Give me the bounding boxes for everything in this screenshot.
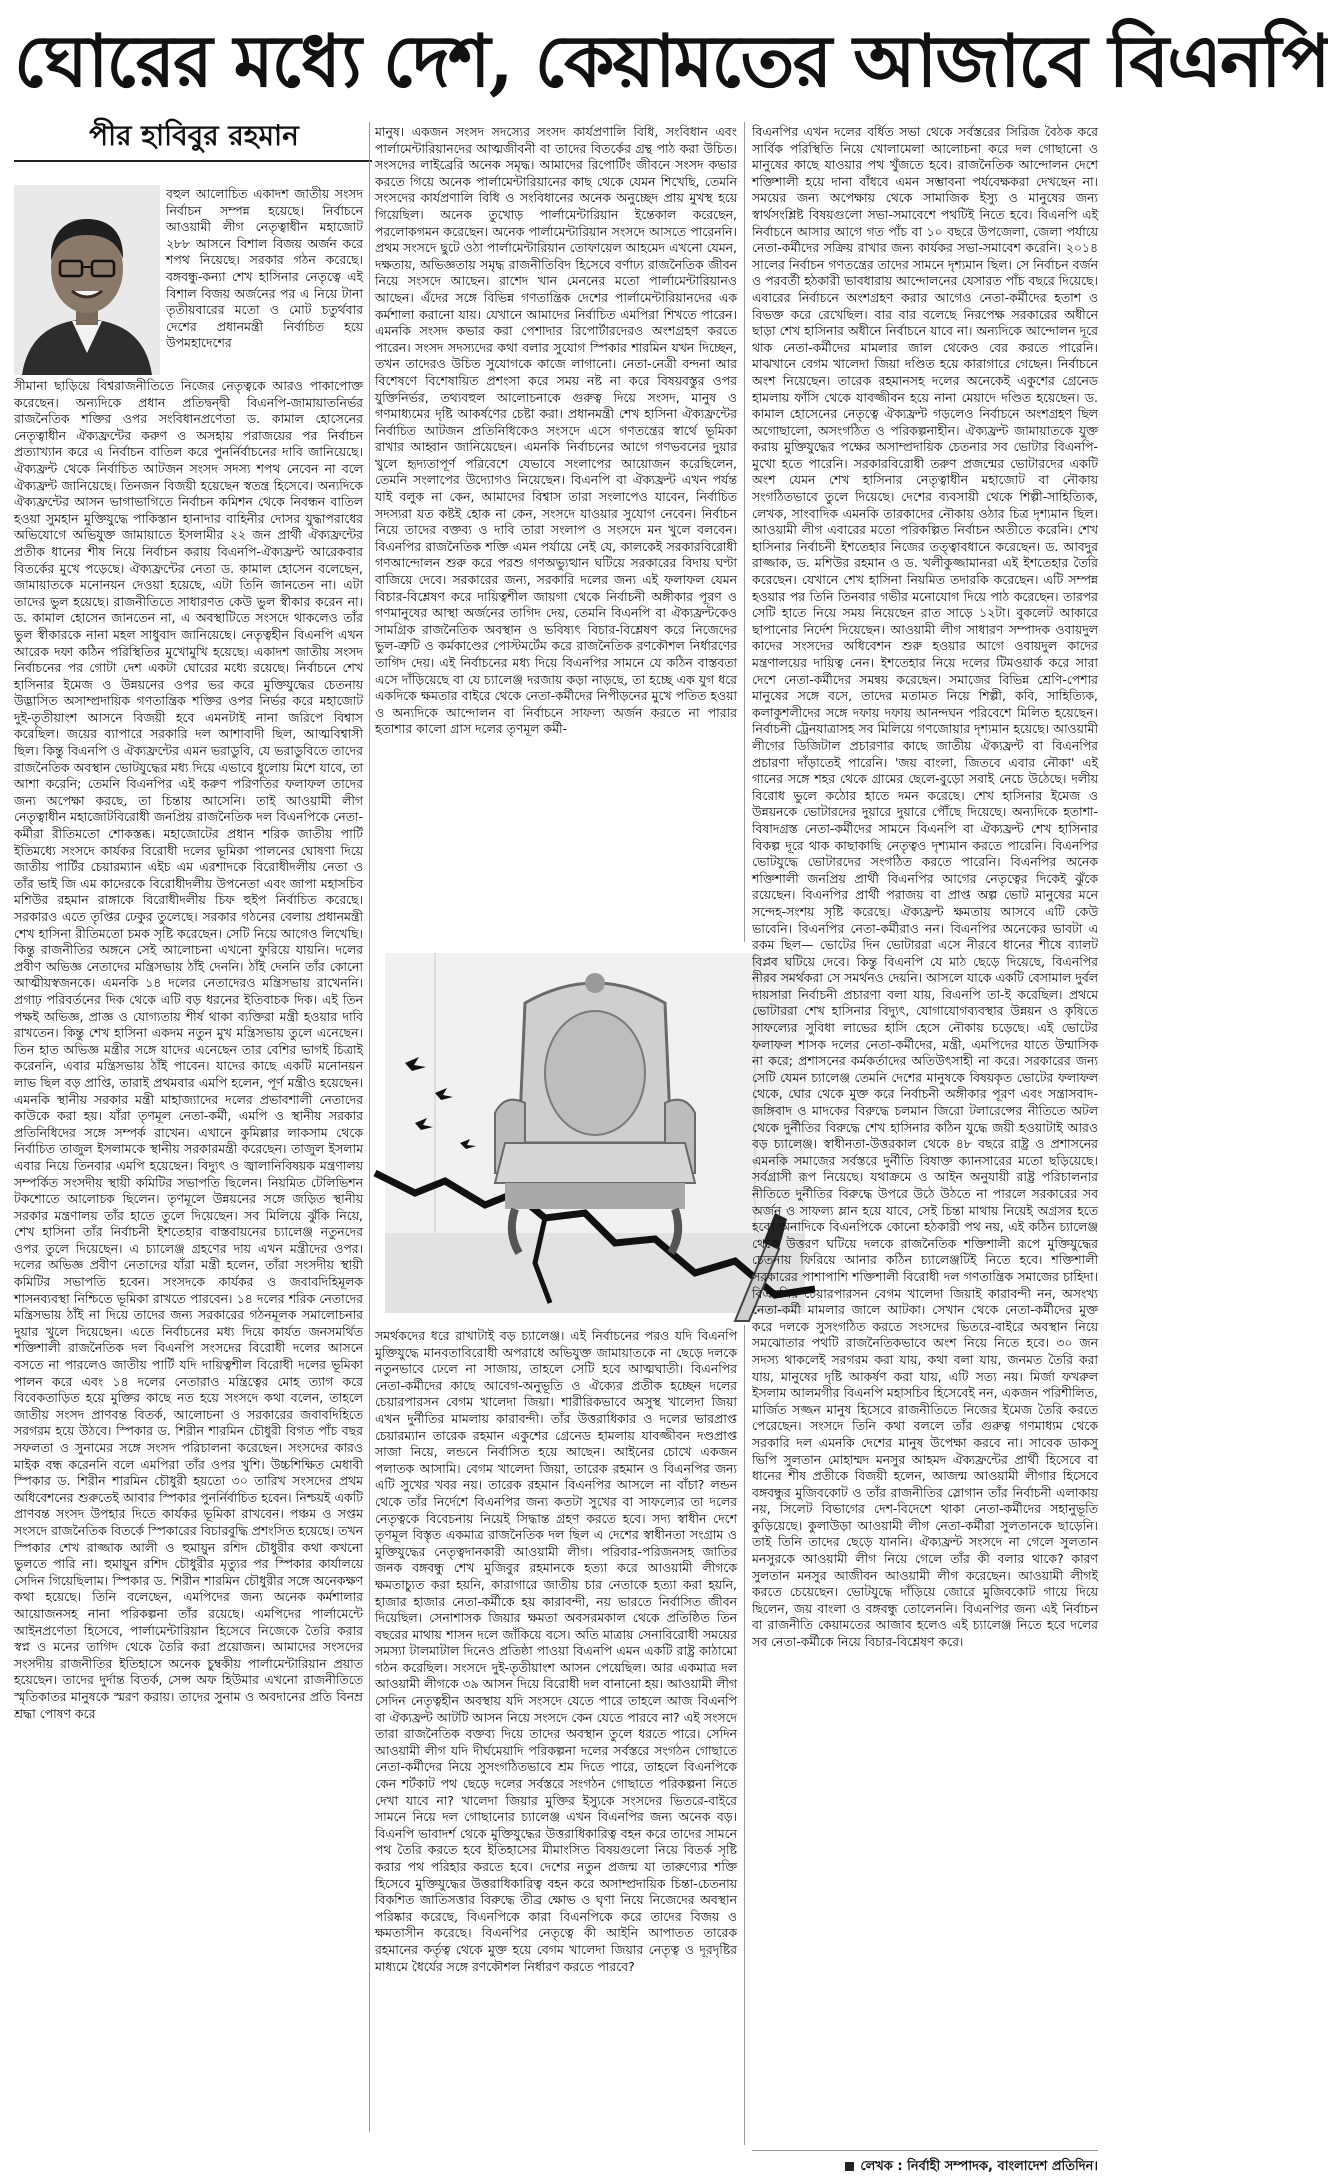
column-3-main-text: বিএনপির এখন দলের বর্ধিত সভা থেকে সর্বস্তরের সিরিজ বৈঠক করে সার্বিক পরিস্থিতি নিয়ে খোলামেলা আলোচনা করে দল গোছানো ও মানুষের কাছে যাওয়ার পথ খুঁজতে হবে। রাজনৈতিক আন্দোলন দেশে শক্তিশালী হয়ে দানা বাঁধবে এমন সম্ভাবনা পর্যবেক্ষকরা দেখছেন না। সময়ের জন্য অপেক্ষায় থেকে সামাজিক ইস্যু ও মানুষের জন্য স্বার্থসংশ্লিষ্ট বিষয়গুলো সভা-সমাবেশে পথটিই নিতে হবে। বিএনপি এই নির্বাচনে আসার আগে গত পাঁচ বা ১০ বছরে উপজেলা, জেলা পর্যায়ে নেতা-কর্মীদের সক্রিয় রাখার জন্য কার্যকর সভা-সমাবেশ করেনি। ২০১৪ সালের নির্বাচন গণতন্ত্রের তাদের সামনে দৃশ্যমান ছিল। সে নির্বাচন বর্জন ও পরবর্তী হঠকারী ভাবধারায় আন্দোলনের যেসারত পাঁচ বছরে দিয়েছে। এবারের নির্বাচনে অংশগ্রহণ করার আগেও নেতা-কর্মীদের হতাশ ও বিভক্ত করে রেখেছিল। বার বার বলেছে নিরপেক্ষ সরকারের অধীনে ছাড়া শেখ হাসিনার অধীনে নির্বাচনে যাবে না। অন্যদিকে আন্দোলন দূরে থাক নেতা-কর্মীদের মামলার জাল থেকেও বের করতে পারেনি। মাঝখানে বেগম খালেদা জিয়া দণ্ডিত হয়ে কারাগারে গেছেন। নির্বাচনে অংশ নিয়েছেন। তারেক রহমানসহ দলের অনেকেই একুশের গ্রেনেড হামলায় ফাঁসি থেকে যাবজ্জীবন হয়ে নানা মেয়াদে দণ্ডিত হয়েছেন। ড. কামাল হোসেনের নেতৃত্বে ঐক্যফ্রন্ট গড়লেও নির্বাচনে অংশগ্রহণ ছিল অগোছালো, অসংগঠিত ও পরিকল্পনাহীন। ঐক্যফ্রন্ট জামায়াতকে যুক্ত করায় মুক্তিযুদ্ধের পক্ষের অসাম্প্রদায়িক চেতনার সব ভোটার বিএনপি-মুখো হতে পারেনি। সরকারবিরোধী তরুণ প্রজন্মের ভোটারদের একটি অংশ যেমন শেখ হাসিনার নেতৃত্বাধীন মহাজোট বা নৌকায় সংগঠিতভাবে তুলে দিয়েছে। দেশের ব্যবসায়ী থেকে শিল্পী-সাহিত্যিক, লেখক, সাংবাদিক এমনকি তারকাদের নৌকায় ওঠার চিত্র দৃশ্যমান ছিল। আওয়ামী লীগ এবারের মতো পরিকল্পিত নির্বাচন অতীতে করেনি। শেখ হাসিনার নির্বাচনী ইশতেহার নিজের তত্ত্বাবধানে করেছেন। ড. আবদুর রাজ্জাক, ড. মশিউর রহমান ও ড. খলীকুজ্জামানরা এই ইশতেহার তৈরি করেছেন। যেখানে শেখ হাসিনা নিয়মিত তদারকি করেছেন। এটি সম্পন্ন হওয়ার পর তিনি তিনবার গভীর মনোযোগ দিয়ে পাঠ করেছেন। তারপর সেটি হাতে নিয়ে সময় নিয়েছেন রাত সাড়ে ১২টা। বুকলেট আকারে ছাপানোর নির্দেশ দিয়েছেন। আওয়ামী লীগ সাধারণ সম্পাদক ওবায়দুল কাদের সংসদের অধিবেশন শুরু হওয়ার আগে ওবায়দুল কাদের মন্ত্রণালয়ের দায়িত্ব নেন। ইশতেহার নিয়ে দলের টিমওয়ার্ক করে সারা দেশে নেতা-কর্মীদের সমন্বয় করেছেন। সমাজের বিভিন্ন শ্রেণি-পেশার মানুষের সঙ্গে বসে, তাদের মতামত নিয়ে শিল্পী, কবি, সাহিত্যিক, কলাকুশলীদের সঙ্গে দফায় দফায় আনন্দঘন পরিবেশে মিলিত হয়েছেন। নির্বাচনী ট্রেনযাত্রাসহ সব মিলিয়ে গণজোয়ার দৃশ্যমান হয়েছে। আওয়ামী লীগের ডিজিটাল প্রচারণার কাছে জাতীয় ঐক্যফ্রন্ট বা বিএনপির প্রচারণা দাঁড়াতেই পারেনি। 'জয় বাংলা, জিতবে এবার নৌকা' এই গানের সঙ্গে শহর থেকে গ্রামের ছেলে-বুড়ো সবাই নেচে উঠেছে। দলীয় বিরোধ ভুলে কঠোর হাতে দমন করেছে। শেখ হাসিনার ইমেজ ও উন্নয়নকে ভোটারদের দুয়ারে দুয়ারে পৌঁছে দিয়েছে। অন্যদিকে হতাশা-বিষাদগ্রস্ত নেতা-কর্মীদের সামনে বিএনপি বা ঐক্যফ্রন্ট শেখ হাসিনার বিকল্প দূরে থাক কাছাকাছি নেতৃত্বও দৃশ্যমান করতে পারেনি। বিএনপির ভোটযুদ্ধে ভোটারদের সংগঠিত করতে পারেনি। বিএনপির অনেক শক্তিশালী জনপ্রিয় প্রার্থী বিএনপির আগের নেতৃত্বের দিকেই ঝুঁকে রয়েছেন। বিএনপির প্রার্থী পরাজয় বা প্রাপ্ত অল্প ভোট মানুষের মনে সন্দেহ-সংশয় সৃষ্টি করেছে। ঐক্যফ্রন্ট ক্ষমতায় আসবে এটি কেউ ভাবেনি। বিএনপির নেতা-কর্মীরাও নন। বিএনপির অনেকের ভাবটা এ রকম ছিল— ভোটের দিন ভোটাররা এসে নীরবে ধানের শীষে ব্যালট বিপ্লব ঘটিয়ে দেবে। কিন্তু বিএনপি যে মাঠ ছেড়ে দিয়েছে, বিএনপির নীরব সমর্থকরা সে সমর্থনও দেয়নি। আসলে যাকে একটি বেসামাল দুর্বল দায়সারা নির্বাচনী প্রচারণা বলা যায়, বিএনপি তা-ই করেছিল। প্রথমে ভোটাররা শেখ হাসিনার বিদ্যুৎ, যোগাযোগব্যবস্থার উন্নয়ন ও কৃষিতে সাফল্যের সুবিধা লাভের হাসি হেসে নৌকায় চড়েছে। এই ভোটের ফলাফল শাসক দলের নেতা-কর্মীদের, মন্ত্রী, এমপিদের যাতে উন্মাসিক না করে; প্রশাসনের কর্মকর্তাদের অতিউৎসাহী না করে। সরকারের জন্য সেটি যেমন চ্যালেঞ্জ তেমনি দেশের মানুষকে বিষয়কৃত ভোটের ফলাফল থেকে, ঘোর থেকে মুক্ত করে নির্বাচনী অঙ্গীকার পূরণ এবং সন্ত্রাসবাদ-জঙ্গিবাদ ও মাদকের বিরুদ্ধে চলমান জিরো টলারেন্সের নীতিতে অটল থেকে দুর্নীতির বিরুদ্ধে শেখ হাসিনার কঠিন যুদ্ধে জয়ী হওয়াটাই আরও বড় চ্যালেঞ্জ। স্বাধীনতা-উত্তরকাল থেকে ৪৮ বছরে রাষ্ট্র ও প্রশাসনের এমনকি সমাজের সর্বস্তরে দুর্নীতি বিষাক্ত ক্যানসারের মতো ছড়িয়েছে। সর্বগ্রাসী রূপ নিয়েছে। যথাক্রমে ও আইন অনুযায়ী রাষ্ট্র পরিচালনার নীতিতে দুর্নীতির বিরুদ্ধে উপরে উঠে উঠতে না পারলে সরকারের সব অর্জন ও সাফল্য ম্লান হয়ে যাবে, সেই চিন্তা মাথায় নিয়েই অগ্রসর হতে হবে। অনাদিকে বিএনপিকে কোনো হঠকারী পথ নয়, এই কঠিন চ্যালেঞ্জ থেকে উত্তরণ ঘটিয়ে দলকে রাজনৈতিক শক্তিশালী রূপে মুক্তিযুদ্ধের চেতনায় ফিরিয়ে আনার কঠিন চ্যালেঞ্জটিই নিতে হবে। শক্তিশালী সরকারের পাশাপাশি শক্তিশালী বিরোধী দল গণতান্ত্রিক সমাজের চাহিদা। বিএনপির চেয়ারপারসন বেগম খালেদা জিয়াই কারাবন্দী নন, অসংখ্য নেতা-কর্মী মামলার জালে আটকা। সেখান থেকে নেতা-কর্মীদের মুক্ত করে দলকে সুসংগঠিত করতে সংসদের ভিতরে-বাইরে অবস্থান নিয়ে সমঝোতার পথটি রাজনৈতিকভাবে অংশ নিয়ে নিতে হবে। ৩০ জন সদস্য থাকলেই সরগরম করা যায়, কথা বলা যায়, জনমত তৈরি করা যায়, মানুষের দৃষ্টি আকর্ষণ করা যায়, এটি সত্য নয়। মির্জা ফখরুল ইসলাম আলমগীর বিএনপি মহাসচিব হিসেবেই নন, একজন পরিশীলিত, মার্জিত সজ্জন মানুষ হিসেবে রাজনীতিতে নিজের ইমেজ তৈরি করতে পেরেছেন। সংসদে তিনি কথা বললে তাঁর গুরুত্ব গণমাধ্যম থেকে সরকারি দল এমনকি দেশের মানুষ উপেক্ষা করবে না। সাবেক ডাকসু ভিপি সুলতান মোহাম্মদ মনসুর আহমদ ঐক্যফ্রন্টের প্রার্থী হিসেবে বা ধানের শীষ প্রতীকে বিজয়ী হলেন, আজন্ম আওয়ামী লীগার হিসেবে বঙ্গবন্ধুর মুজিবকোট ও তাঁর রাজনীতির স্লোগান তাঁর নির্বাচনী এলাকায় নয়, সিলেট বিভাগের দেশ-বিদেশে থাকা নেতা-কর্মীদের সহানুভূতি কুড়িয়েছে। কুলাউড়া আওয়ামী লীগ নেতা-কর্মীরা সুলতানকে ছাড়েনি। তাই তিনি তাদের ছেড়ে যাননি। ঐক্যফ্রন্ট সংসদে না গেলে সুলতান মনসুরকে আওয়ামী লীগ নিয়ে গেলে তাঁর কী বলার থাকে? কারণ সুলতান মনসুর আজীবন আওয়ামী লীগ করেছেন। আওয়ামী লীগই করতে চেয়েছেন। ভোটযুদ্ধে দাঁড়িয়ে জোরে মুজিবকোট গায়ে দিয়ে ছিলেন, জয় বাংলা ও বঙ্গবন্ধু তোলেননি। বিএনপির জন্য এই নির্বাচন বা রাজনীতি কেয়ামতের আজাব হলেও এই চ্যালেঞ্জ নিতে হবে দলের সব নেতা-কর্মীকে নিয়ে বিচার-বিশ্লেষণ করে। bbox=[752, 124, 1098, 1650]
column-2-top-text: মানুষ। একজন সংসদ সদস্যের সংসদ কার্যপ্রণালি বিধি, সংবিধান এবং পার্লামেন্টারিয়ানদের আত্মজীবনী বা তাদের বিতর্কের গ্রন্থ পাঠ করা উচিত। সংসদের লাইব্রেরি অনেক সমৃদ্ধ। আমাদের রিপোর্টিং জীবনে সংসদ কভার করতে গিয়ে অনেক পার্লামেন্টারিয়ানের কাছ থেকে যেমন শিখেছি, তেমনি সংসদের কার্যপ্রণালি বিধি ও সংবিধানের অনেক অনুচ্ছেদ প্রায় মুখস্থ হয়ে গিয়েছিল। অনেক তুখোড় পার্লামেন্টারিয়ান ইন্তেকাল করেছেন, পরলোকগমন করেছেন। অনেক পার্লামেন্টারিয়ান সংসদে আসতে পারেননি। প্রথম সংসদে ছুটে ওঠা পার্লামেন্টারিয়ান তোফায়েল আহমেদ এখনো যেমন, দক্ষতায়, অভিজ্ঞতায় সমৃদ্ধ রাজনীতিবিদ হিসেবে বর্ণাঢ্য রাজনৈতিক জীবন নিয়ে সংসদে আছেন। রাশেদ খান মেননের মতো পার্লামেন্টারিয়ানও আছেন। এঁদের সঙ্গে বিভিন্ন গণতান্ত্রিক দেশের পার্লামেন্টারিয়ানদের এক কর্মশালা করানো যায়। যেখানে আমাদের নির্বাচিত এমপিরা শিখতে পারেন। এমনকি সংসদ কভার করা পেশাদার রিপোর্টারদেরও অংশগ্রহণ করতে পারেন। সংসদ সদস্যদের কথা বলার সুযোগ স্পিকার শারমিন যখন দিচ্ছেন, তখন তাদেরও উচিত সুযোগকে কাজে লাগানো। নেতা-নেত্রী বন্দনা আর বিশেষণে বিশেষায়িত প্রশংসা করে সময় নষ্ট না করে বিষয়বস্তুর ওপর যুক্তিনির্ভর, তথ্যবহুল আলোচনাকে গুরুত্ব দিয়ে সংসদ, মানুষ ও গণমাধ্যমের দৃষ্টি আকর্ষণের চেষ্টা করা। প্রধানমন্ত্রী শেখ হাসিনা ঐক্যফ্রন্টের নির্বাচিত আটজন প্রতিনিধিকেও সংসদে এসে গণতন্ত্রের স্বার্থে ভূমিকা রাখার আহ্বান জানিয়েছেন। এমনকি নির্বাচনের আগে গণভবনের দুয়ার খুলে হৃদ্যতাপূর্ণ পরিবেশে যেভাবে সংলাপের আয়োজন করেছিলেন, তেমনি সংলাপের উদ্যোগও নিয়েছেন। বিএনপি বা ঐক্যফ্রন্ট এখন পর্যন্ত যাই বলুক না কেন, আমাদের বিশ্বাস তারা সংলাপেও যাবেন, নির্বাচিত সদস্যরা যত কষ্টই হোক না কেন, সংসদে যাওয়ার সুযোগ নেবেন। নির্বাচন নিয়ে তাদের বক্তব্য ও দাবি তারা সংলাপ ও সংসদে মন খুলে বলবেন। বিএনপির রাজনৈতিক শক্তি এমন পর্যায়ে নেই যে, কালকেই সরকারবিরোধী গণআন্দোলন শুরু করে পরশু গণঅভ্যুত্থান ঘটিয়ে সরকারের বিদায় ঘণ্টা বাজিয়ে দেবে। সরকারের জন্য, সরকারি দলের জন্য এই ফলাফল যেমন বিচার-বিশ্লেষণ করে দায়িত্বশীল জায়গা থেকে নির্বাচনী অঙ্গীকার পূরণ ও গণমানুষের আস্থা অর্জনের তাগিদ দেয়, তেমনি বিএনপি বা ঐক্যফ্রন্টকেও সামগ্রিক রাজনৈতিক অবস্থান ও ভবিষ্যৎ বিচার-বিশ্লেষণ করে নিজেদের ভুল-ত্রুটি ও কর্মকাণ্ডের পোস্টমর্টেম করে রাজনৈতিক রণকৌশল নির্ধারণের তাগিদ দেয়। এই নির্বাচনের মধ্য দিয়ে বিএনপির সামনে যে কঠিন বাস্তবতা এসে দাঁড়িয়েছে বা যে চ্যালেঞ্জ দরজায় কড়া নাড়ছে, তা হচ্ছে এক যুগ ধরে একদিকে ক্ষমতার বাইরে থেকে নেতা-কর্মীদের নিপীড়নের মুখে পতিত হওয়া ও অন্যদিকে আন্দোলন বা নির্বাচনে সাফল্য অর্জন করতে না পারার হতাশার কালো গ্রাস দলের তৃণমূল কর্মী- bbox=[375, 124, 737, 737]
column-divider-1 bbox=[369, 122, 370, 2132]
column-2-bottom-text: সমর্থকদের ধরে রাখাটাই বড় চ্যালেঞ্জ। এই নির্বাচনের পরও যদি বিএনপি মুক্তিযুদ্ধে মানবতাবিরোধী অপরাধে অভিযুক্ত জামায়াতকে না ছেড়ে দলকে নতুনভাবে ঢেলে না সাজায়, তাহলে সেটি হবে আত্মঘাতী। বিএনপির নেতা-কর্মীদের কাছে আবেগ-অনুভূতি ও ঐক্যের প্রতীক হচ্ছেন দলের চেয়ারপারসন বেগম খালেদা জিয়া। শারীরিকভাবে অসুস্থ খালেদা জিয়া এখন দুর্নীতির মামলায় কারাবন্দী। তাঁর উত্তরাধিকার ও দলের ভারপ্রাপ্ত চেয়ারম্যান তারেক রহমান একুশের গ্রেনেড হামলায় যাবজ্জীবন দণ্ডপ্রাপ্ত সাজা নিয়ে, লন্ডনে নির্বাসিত হয়ে আছেন। আইনের চোখে একজন পলাতক আসামি। বেগম খালেদা জিয়া, তারেক রহমান ও বিএনপির জন্য এটি সুখের খবর নয়। তারেক রহমান বিএনপির আসলে না বাঁচা? লন্ডন থেকে তাঁর নির্দেশে বিএনপির জন্য কতটা সুখের বা সাফল্যের তা দলের নেতৃত্বকে বিবেচনায় নিয়েই সিদ্ধান্ত গ্রহণ করতে হবে। সদ্য স্বাধীন দেশে তৃণমূল বিস্তৃত একমাত্র রাজনৈতিক দল ছিল এ দেশের স্বাধীনতা সংগ্রাম ও মুক্তিযুদ্ধের নেতৃত্বদানকারী আওয়ামী লীগ। পরিবার-পরিজনসহ জাতির জনক বঙ্গবন্ধু শেখ মুজিবুর রহমানকে হত্যা করে আওয়ামী লীগকে ক্ষমতাচ্যুত করা হয়নি, কারাগারে জাতীয় চার নেতাকে হত্যা করা হয়নি, হাজার হাজার নেতা-কর্মীকে হয় কারাবন্দী, নয় ভারতে নির্বাসিত জীবন দিয়েছিল। সেনাশাসক জিয়ার ক্ষমতা অবসরমকাল থেকে প্রতিষ্ঠিত তিন বছরের মাথায় শাসন দলে জাঁকিয়ে বসে। অতি মাত্রায় সেনাবিরোধী সময়ের সমস্যা টালমাটাল দিনেও প্রতিষ্ঠা পাওয়া বিএনপি এমন একটি রাষ্ট্র কাঠামো গঠন করেছিল। সংসদে দুই-তৃতীয়াংশ আসন পেয়েছিল। আর একমাত্র দল আওয়ামী লীগকে ৩৯ আসন দিয়ে বিরোধী দল বানানো হয়। আওয়ামী লীগ সেদিন নেতৃত্বহীন অবস্থায় যদি সংসদে যেতে পারে তাহলে আজ বিএনপি বা ঐক্যফ্রন্ট আটটি আসন নিয়ে সংসদে কেন যেতে পারবে না? এই সংসদে তারা রাজনৈতিক বক্তব্য দিয়ে তাদের অবস্থান তুলে ধরতে পারে। সেদিন আওয়ামী লীগ যদি দীর্ঘমেয়াদি পরিকল্পনা দলের সর্বস্তরে সংগঠন গোছাতে নেতা-কর্মীদের নিয়ে সুসংগঠিতভাবে শ্রম দিতে পারে, তাহলে বিএনপিকে কেন শর্টকাট পথ ছেড়ে দলের সর্বস্তরে সংগঠন গোছাতে পরিকল্পনা নিতে দেখা যাবে না? খালেদা জিয়ার মুক্তির ইস্যুকে সংসদের ভিতরে-বাইরে সামনে নিয়ে দল গোছানোর চ্যালেঞ্জ এখন বিএনপির জন্য অনেক বড়। বিএনপি ভাবাদর্শ থেকে মুক্তিযুদ্ধের উত্তরাধিকারিত্ব বহন করে তাদের সামনে পথ তৈরি করতে হবে ইতিহাসের মীমাংসিত বিষয়গুলো নিয়ে বিতর্ক সৃষ্টি করার পথ পরিহার করতে হবে। দেশের নতুন প্রজন্ম যা তারুণ্যের শক্তি হিসেবে মুক্তিযুদ্ধের উত্তরাধিকারিত্ব বহন করে অসাম্প্রদায়িক চিন্তা-চেতনায় বিকশিত জাতিসত্তার বিরুদ্ধে তীব্র ক্ষোভ ও ঘৃণা নিয়ে নিজেদের অবস্থান পরিষ্কার করেছে, বিএনপিকে কারা বিএনপিকে করে তাদের বিজয় ও ক্ষমতাসীন করেছে। বিএনপির নেতৃত্বে কী আইনি আপাতত তারেক রহমানের কর্তৃত্ব থেকে মুক্ত হয়ে বেগম খালেদা জিয়ার নেতৃত্ব ও দূরদৃষ্টির মাধ্যমে ধৈর্যের সঙ্গে রণকৌশল নির্ধারণ করতে পারবে? bbox=[375, 1328, 737, 1974]
square-bullet-icon bbox=[845, 2162, 854, 2171]
column-divider-3 bbox=[744, 1325, 745, 2145]
author-byline: পীর হাবিবুর রহমান bbox=[89, 119, 299, 152]
author-photo bbox=[14, 185, 160, 375]
article-headline: ঘোরের মধ্যে দেশ, কেয়ামতের আজাবে বিএনপি bbox=[14, 18, 1328, 103]
author-note bbox=[752, 2156, 1098, 2178]
author-note-text: লেখক : নির্বাহী সম্পাদক, বাংলাদেশ প্রতিদিন। bbox=[860, 2159, 1098, 2174]
article-illustration bbox=[375, 943, 815, 1321]
author-note-divider bbox=[752, 2150, 1098, 2151]
column-1-main-text: সীমানা ছাড়িয়ে বিশ্বরাজনীতিতে নিজের নেতৃত্বকে আরও পাকাপোক্ত করেছেন। অন্যদিকে প্রধান প্রতিদ্বন্দ্বী বিএনপি-জামায়াতনির্ভর রাজনৈতিক শক্তির ওপর সংবিধানপ্রণেতা ড. কামাল হোসেনের নেতৃত্বাধীন ঐক্যফ্রন্টের করুণ ও অসহায় পরাজয়ের পর নির্বাচন প্রত্যাখ্যান করে এ নির্বাচন বাতিল করে পুনর্নির্বাচনের দাবি জানিয়েছে। ঐক্যফ্রন্ট থেকে নির্বাচিত আটজন সংসদ সদস্য শপথ নেবেন না বলে ঐক্যফ্রন্ট জানিয়েছে। তিনজন বিজয়ী হয়েছেন স্বতন্ত্র হিসেবে। অন্যদিকে ঐক্যফ্রন্টের আসন ভাগাভাগিতে নির্বাচন কমিশন থেকে নিবন্ধন বাতিল হওয়া সুমহান মুক্তিযুদ্ধে পাকিস্তান হানাদার বাহিনীর দোসর যুদ্ধাপরাধের অভিযোগে অভিযুক্ত জামায়াতে ইসলামীর ২২ জন প্রার্থী ঐক্যফ্রন্টের প্রতীক ধানের শীষ নিয়ে নির্বাচন করায় বিএনপি-ঐক্যফ্রন্ট আরেকবার বিতর্কের মুখে পড়েছে। ঐক্যফ্রন্টের নেতা ড. কামাল হোসেন বলেছেন, জামায়াতকে মনোনয়ন দেওয়া হয়েছে, এটা তিনি জানতেন না। এটা তাদের ভুল হয়েছে। রাজনীতিতে সাধারণত কেউ ভুল স্বীকার করেন না। ড. কামাল হোসেন জানতেন না, এ অবস্থাটিতে সংসদে থাকলেও তাঁর ভুল স্বীকারকে নানা মহল সাধুবাদ জানিয়েছে। নেতৃত্বহীন বিএনপি এখন আরেক দফা কঠিন পরিস্থিতির মুখোমুখি হয়েছে। একাদশ জাতীয় সংসদ নির্বাচনের পর গোটা দেশ একটা ঘোরের মধ্যে রয়েছে। নির্বাচনে শেখ হাসিনার ইমেজ ও উন্নয়নের ওপর ভর করে মুক্তিযুদ্ধের চেতনায় উদ্ভাসিত অসাম্প্রদায়িক গণতান্ত্রিক শক্তির ওপর নির্ভর করে মহাজোট দুই-তৃতীয়াংশ আসনে বিজয়ী হবে এমনটাই নানা জরিপে বিশ্বাস করেছিল। জয়ের ব্যাপারে সরকারি দল আশাবাদী ছিল, আত্মবিশ্বাসী ছিল। কিন্তু বিএনপি ও ঐক্যফ্রন্টের এমন ভরাডুবি, যে ভরাডুবিতে তাদের রাজনৈতিক অবস্থান ভোটযুদ্ধের মধ্য দিয়ে এভাবে ধুলোয় মিশে যাবে, তা আশা করেনি; তেমনি বিএনপির এই করুণ পরিণতির ফলাফল তাদের জন্য অপেক্ষা করছে, তা চিন্তায় আসেনি। তাই আওয়ামী লীগ নেতৃত্বাধীন মহাজোটবিরোধী জনপ্রিয় রাজনৈতিক দল বিএনপিকে নেতা-কর্মীরা রীতিমতো শোকস্তব্ধ। মহাজোটের প্রধান শরিক জাতীয় পার্টি ইতিমধ্যে সংসদে কার্যকর বিরোধী দলের ভূমিকা পালনের ঘোষণা দিয়ে জাতীয় পার্টির চেয়ারম্যান এইচ এম এরশাদকে বিরোধীদলীয় নেতা ও তাঁর ভাই জি এম কাদেরকে বিরোধীদলীয় উপনেতা এবং জাপা মহাসচিব মশিউর রহমান রাঙ্গাকে বিরোধীদলীয় চিফ হুইপ নির্বাচিত করেছে। সরকারও এতে তৃপ্তির ঢেকুর তুলেছে। সরকার গঠনের বেলায় প্রধানমন্ত্রী শেখ হাসিনা রীতিমতো চমক সৃষ্টি করেছেন। সেটি নিয়ে আগেও লিখেছি। কিন্তু রাজনীতির অঙ্গনে সেই আলোচনা এখনো ফুরিয়ে যায়নি। দলের প্রবীণ অভিজ্ঞ নেতাদের মন্ত্রিসভায় ঠাঁই দেননি। ঠাঁই দেননি তাঁর কোনো আত্মীয়স্বজনকে। এমনকি ১৪ দলের নেতাদেরও মন্ত্রিসভায় রাখেননি। প্রগাঢ় পরিবর্তনের দিক থেকে এটি বড় ধরনের ইতিবাচক দিক। এই তিন পক্ষই অভিজ্ঞ, প্রাজ্ঞ ও যোগ্যতায় শীর্ষ থাকা ব্যক্তিরা মন্ত্রী হওয়ার দাবি রাখতেন। কিন্তু শেখ হাসিনা একদম নতুন মুখ মন্ত্রিসভায় তুলে এনেছেন। তিন হাত অভিজ্ঞ মন্ত্রীর সঙ্গে যাদের এনেছেন তার বেশির ভাগই চিত্রাই করেননি, এবার মন্ত্রিসভায় ঠাঁই পাবেন। যাদের কাছে একটি মনোনয়ন লাভ ছিল বড় প্রাপ্তি, তারাই প্রথমবার এমপি হলেন, পূর্ণ মন্ত্রীও হয়েছেন। এমনকি স্থানীয় সরকার মন্ত্রী মাহাজ্যাদের দলের প্রভাবশালী নেতাদের কাউকে করা হয়। যাঁরা তৃণমূল নেতা-কর্মী, এমপি ও স্থানীয় সরকার প্রতিনিধিদের সঙ্গে সম্পর্ক রাখেন। এখানে কুমিল্লার লাকসাম থেকে নির্বাচিত তাজুল ইসলামকে স্থানীয় সরকারমন্ত্রী করেছেন। তাজুল ইসলাম এবার নিয়ে তিনবার এমপি হয়েছেন। বিদ্যুৎ ও জ্বালানিবিষয়ক মন্ত্রণালয় সম্পর্কিত সংসদীয় স্থায়ী কমিটির সভাপতি ছিলেন। নিয়মিত টেলিভিশন টকশোতে আলোচক ছিলেন। তৃণমূলে উন্নয়নের সঙ্গে জড়িত স্থানীয় সরকার মন্ত্রণালয় তাঁর হাতে তুলে দিয়েছেন। সব মিলিয়ে ঝুঁকি নিয়ে, শেখ হাসিনা তাঁর নির্বাচনী ইশতেহার বাস্তবায়নের চ্যালেঞ্জ নতুনদের ওপর তুলে দিয়েছেন। এ চ্যালেঞ্জ গ্রহণের দায় এখন মন্ত্রীদের ওপর। দলের অভিজ্ঞ প্রবীণ নেতাদের যাঁরা মন্ত্রী হলেন, তাঁরা সংসদীয় স্থায়ী কমিটির সভাপতি হবেন। সংসদকে কার্যকর ও জবাবদিহিমূলক শাসনব্যবস্থা নিশ্চিতে ভূমিকা রাখতে পারবেন। ১৪ দলের শরিক নেতাদের মন্ত্রিসভায় ঠাঁই না দিয়ে তাদের জন্য সরকারের গঠনমূলক সমালোচনার দুয়ার খুলে দিয়েছেন। এতে নির্বাচনের মধ্য দিয়ে কার্যত জনসমর্থিত শক্তিশালী রাজনৈতিক দল বিএনপি সংসদের বিরোধী দলের আসনে বসতে না পারলেও জাতীয় পার্টি যদি দায়িত্বশীল বিরোধী দলের ভূমিকা পালন করে এবং ১৪ দলের নেতারাও মন্ত্রিত্বের মোহ ত্যাগ করে বিবেকতাড়িত হয়ে মুক্তির কাছে নত হয়ে সংসদে কথা বলেন, তাহলে জাতীয় সংসদ প্রাণবন্ত বিতর্ক, আলোচনা ও সরকারের জবাবদিহিতে সরগরম হয়ে উঠবে। স্পিকার ড. শিরীন শারমিন চৌধুরী বিগত পাঁচ বছর সফলতা ও সুনামের সঙ্গে সংসদ পরিচালনা করেছেন। সংসদের কারও মাইক বন্ধ করেননি বলে এমপিরা তাঁর ওপর খুশি। উচ্চশিক্ষিত মেধাবী স্পিকার ড. শিরীন শারমিন চৌধুরী হয়তো ৩০ তারিখ সংসদের প্রথম অধিবেশনের শুরুতেই আবার স্পিকার পুনর্নির্বাচিত হবেন। নিশ্চয়ই একটি প্রাণবন্ত সংসদ উপহার দিতে কার্যকর ভূমিকা রাখবেন। পঞ্চম ও সপ্তম সংসদে রাজনৈতিক বিতর্কে স্পিকারের বিচারবুদ্ধি প্রশংসিত হয়েছে। তখন স্পিকার শেখ রাজ্জাক আলী ও হুমায়ুন রশিদ চৌধুরীর কথা কখনো ভুলতে পারি না। হুমায়ুন রশিদ চৌধুরীর মৃত্যুর পর স্পিকার কার্যালয়ে সেদিন গিয়েছিলাম। স্পিকার ড. শিরীন শারমিন চৌধুরীর সঙ্গে অনেকক্ষণ কথা হয়েছে। তিনি বলেছেন, এমপিদের জন্য অনেক কর্মশালার আয়োজনসহ নানা পরিকল্পনা তাঁর রয়েছে। এমপিদের পার্লামেন্টে আইনপ্রণেতা হিসেবে, পার্লামেন্টারিয়ান হিসেবে নিজেকে তৈরি করার স্বপ্ন ও মনের তাগিদ থেকে তৈরি করা প্রয়োজন। আমাদের সংসদের সংসদীয় রাজনীতির ইতিহাসে অনেক চুম্বকীয় পার্লামেন্টারিয়ান প্রয়াত হয়েছেন। তাদের দুর্দান্ত বিতর্ক, সেন্স অফ হিউমার এখনো রাজনীতিতে স্মৃতিকাতর মানুষকে স্মরণ করায়। তাদের সুনাম ও অবদানের প্রতি বিনম্র শ্রদ্ধা পোষণ করে bbox=[14, 378, 363, 1721]
column-divider-2 bbox=[744, 122, 745, 942]
column-1-intro-text: বহুল আলোচিত একাদশ জাতীয় সংসদ নির্বাচন সম্পন্ন হয়েছে। নির্বাচনে আওয়ামী লীগ নেতৃত্বাধীন মহাজোট ২৮৮ আসনে বিশাল বিজয় অর্জন করে শপথ নিয়েছে। সরকার গঠন করেছে। বঙ্গবন্ধু-কন্যা শেখ হাসিনার নেতৃত্বে এই বিশাল বিজয় অর্জনের পর এ নিয়ে টানা তৃতীয়বারের মতো ও মোট চতুর্থবার দেশের প্রধানমন্ত্রী নির্বাচিত হয়ে উপমহাদেশের bbox=[166, 186, 363, 351]
empty-throne-chair-illustration-icon bbox=[375, 943, 815, 1321]
author-portrait-icon bbox=[14, 185, 160, 375]
byline-divider bbox=[14, 160, 372, 162]
